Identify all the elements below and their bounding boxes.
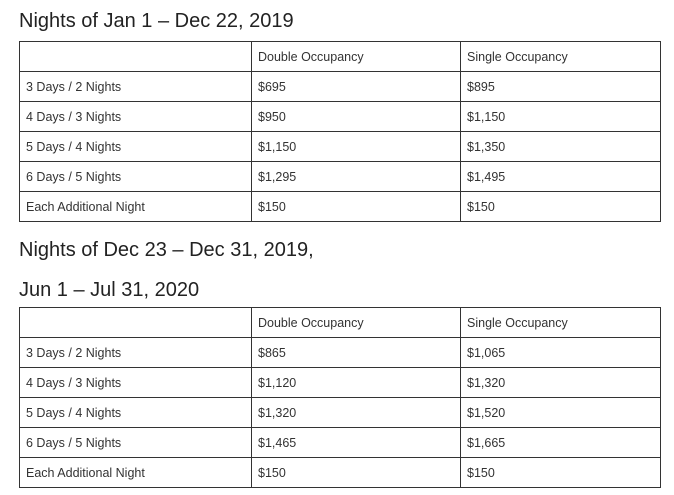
double-price-cell: $150 [252,458,461,488]
table-row [20,102,661,132]
single-price-cell: $1,065 [461,338,661,368]
single-price-cell: $150 [461,192,661,222]
single-price-cell: $1,350 [461,132,661,162]
stay-length-cell: 3 Days / 2 Nights [20,72,252,102]
section-heading-peak-line1: Nights of Dec 23 – Dec 31, 2019, [19,239,314,261]
header-cell-single-occupancy: Single Occupancy [461,308,661,338]
stay-length-cell: 4 Days / 3 Nights [20,368,252,398]
double-price-cell: $1,295 [252,162,461,192]
double-price-cell: $865 [252,338,461,368]
stay-length-cell: 5 Days / 4 Nights [20,132,252,162]
table-row [20,192,661,222]
table-header-row [20,308,661,338]
stay-length-cell: 3 Days / 2 Nights [20,338,252,368]
stay-length-cell: 6 Days / 5 Nights [20,162,252,192]
double-price-cell: $695 [252,72,461,102]
double-price-cell: $1,150 [252,132,461,162]
stay-length-cell: 4 Days / 3 Nights [20,102,252,132]
header-cell-empty [20,42,252,72]
table-row [20,338,661,368]
header-cell-single-occupancy: Single Occupancy [461,42,661,72]
stay-length-cell: 6 Days / 5 Nights [20,428,252,458]
single-price-cell: $150 [461,458,661,488]
double-price-cell: $1,120 [252,368,461,398]
table-row [20,132,661,162]
table-row [20,162,661,192]
stay-length-cell: Each Additional Night [20,192,252,222]
single-price-cell: $895 [461,72,661,102]
single-price-cell: $1,150 [461,102,661,132]
table-row [20,458,661,488]
double-price-cell: $1,465 [252,428,461,458]
stay-length-cell: Each Additional Night [20,458,252,488]
single-price-cell: $1,495 [461,162,661,192]
header-cell-empty [20,308,252,338]
rates-table-2019 [19,41,661,222]
table-row [20,368,661,398]
double-price-cell: $1,320 [252,398,461,428]
single-price-cell: $1,520 [461,398,661,428]
section-heading-2019: Nights of Jan 1 – Dec 22, 2019 [19,10,294,32]
single-price-cell: $1,665 [461,428,661,458]
stay-length-cell: 5 Days / 4 Nights [20,398,252,428]
header-cell-double-occupancy: Double Occupancy [252,42,461,72]
table-row [20,428,661,458]
double-price-cell: $950 [252,102,461,132]
double-price-cell: $150 [252,192,461,222]
table-row [20,72,661,102]
single-price-cell: $1,320 [461,368,661,398]
rates-table-peak [19,307,661,488]
section-heading-peak-line2: Jun 1 – Jul 31, 2020 [19,279,200,301]
header-cell-double-occupancy: Double Occupancy [252,308,461,338]
table-header-row [20,42,661,72]
table-row [20,398,661,428]
